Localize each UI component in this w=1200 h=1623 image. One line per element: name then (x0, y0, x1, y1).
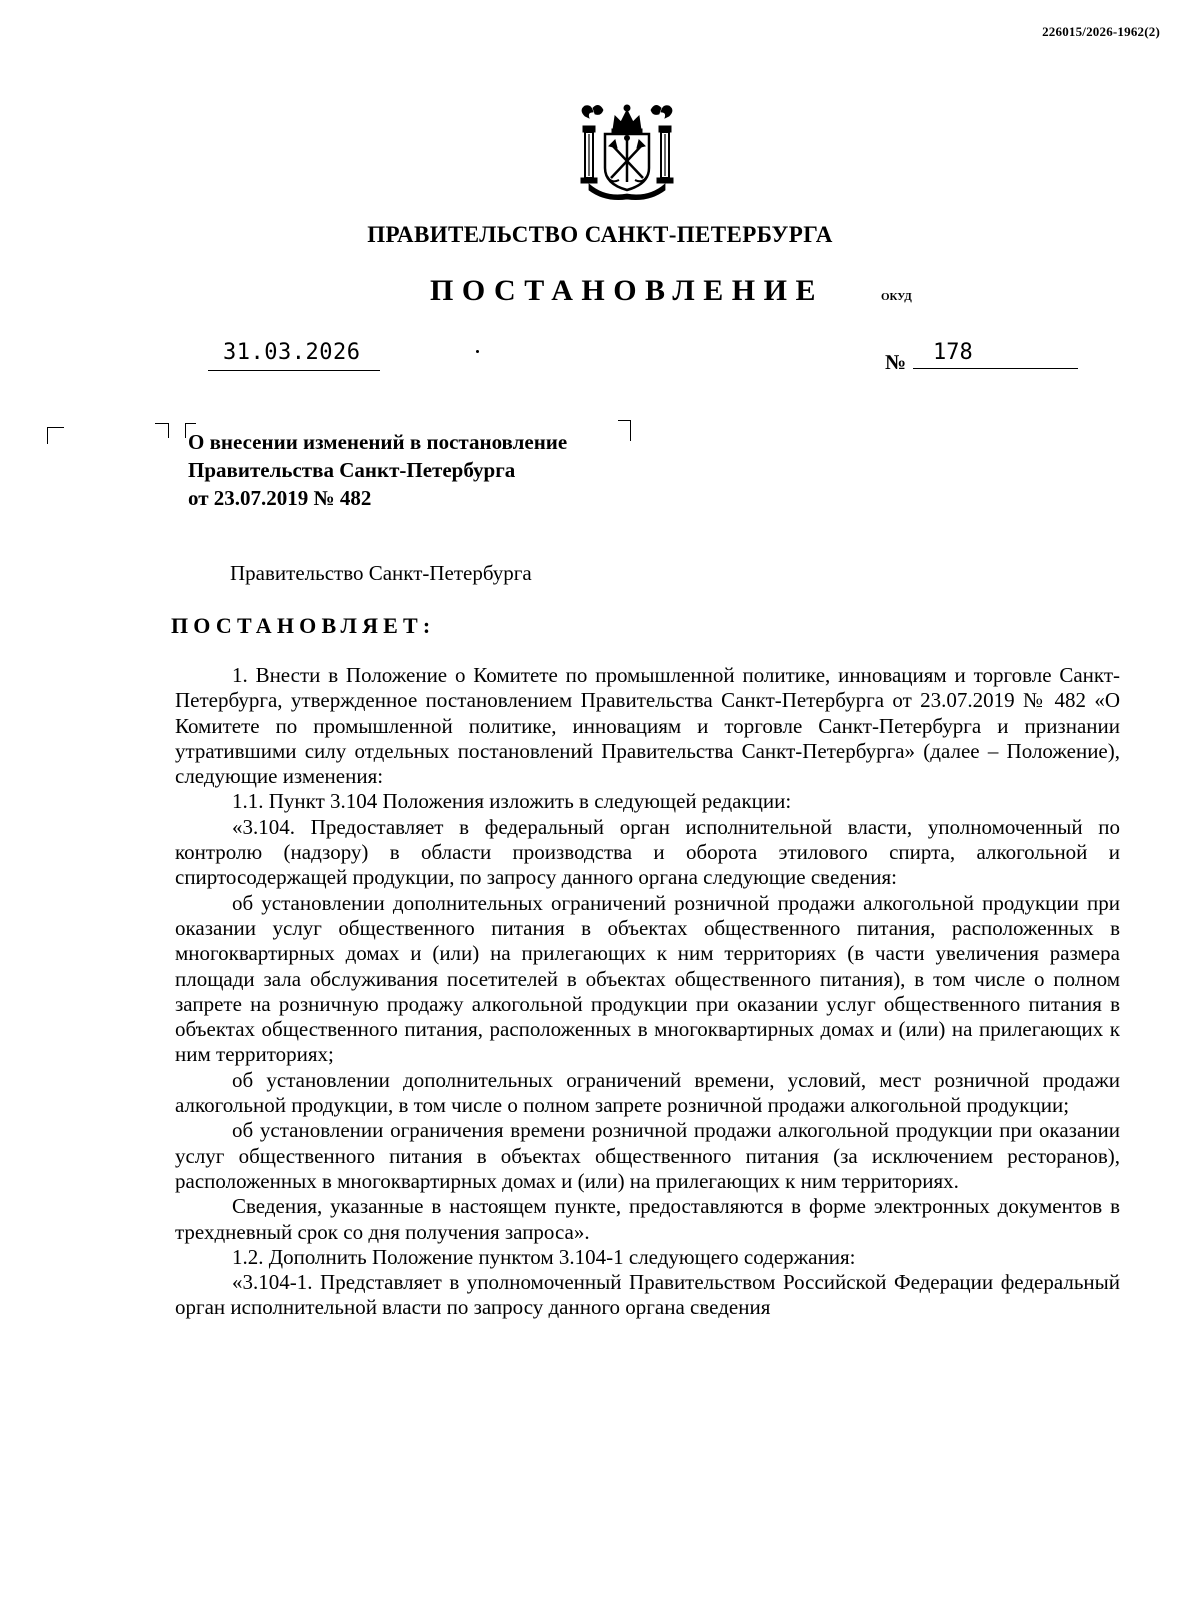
issuer: Правительство Санкт-Петербурга (230, 561, 532, 585)
body-paragraph: «3.104. Предоставляет в федеральный орган исполнительной власти, уполномоченный по контролю (надзору) в области производства и оборота этилового спирта, алкогольной и спиртосодержащей продукции, по запросу данного органа следующие сведения: (175, 814, 1120, 890)
decree-number: 178 (933, 340, 973, 365)
resolves-heading: ПОСТАНОВЛЯЕТ: (171, 613, 436, 638)
body-paragraph: 1.2. Дополнить Положение пунктом 3.104-1 следующего содержания: (232, 1244, 856, 1269)
body-paragraph: об установлении дополнительных ограничений розничной продажи алкогольной продукции при оказании услуг общественного питания в объектах общественного питания, расположенных в многоквартирных домах и (или) на прилегающих к ним территориях (в части увеличения размера площади зала обслуживания посетителей в объектах общественного питания), в том числе о полном запрете на розничную продажу алкогольной продукции при оказании услуг общественного питания в объектах общественного питания, расположенных в многоквартирных домах и (или) на прилегающих к ним территориях; (175, 890, 1120, 1067)
body-paragraph: 1. Внести в Положение о Комитете по промышленной политике, инновациям и торговле Санкт-Петербурга, утвержденное постановлением Правительства Санкт-Петербурга от 23.07.2019 № 482 «О Комитете по промышленной политике, инновациям и торговле Санкт-Петербурга и признании утратившими силу отдельных постановлений Правительства Санкт-Петербурга» (далее – Положение), следующие изменения: (175, 663, 1120, 789)
document-registration-number: 226015/2026-1962(2) (1042, 24, 1160, 39)
subject-line: Правительства Санкт-Петербурга (188, 458, 516, 482)
body-paragraph: 1.1. Пункт 3.104 Положения изложить в следующей редакции: (232, 789, 792, 814)
date-underline (208, 370, 380, 371)
decree-title: ПОСТАНОВЛЕНИЕ (430, 274, 824, 307)
subject-line: от 23.07.2019 № 482 (188, 486, 372, 510)
dot-mark (476, 350, 479, 353)
decree-body (175, 663, 1120, 1321)
body-paragraph: об установлении ограничения времени розничной продажи алкогольной продукции при оказании услуг общественного питания в объектах общественного питания (за исключением ресторанов), расположенных в многоквартирных домах и (или) на прилегающих к ним территориях. (175, 1118, 1120, 1193)
decree-subject (188, 428, 638, 512)
decree-date: 31.03.2026 (223, 340, 361, 365)
coat-of-arms-icon (575, 102, 679, 202)
okud-label: ОКУД (881, 291, 912, 303)
number-underline (913, 368, 1078, 369)
number-sign: № (885, 350, 907, 374)
corner-bracket (47, 427, 64, 444)
body-paragraph: об установлении дополнительных ограничений времени, условий, мест розничной продажи алкогольной продукции, в том числе о полном запрете розничной продажи алкогольной продукции; (175, 1067, 1120, 1118)
corner-bracket (155, 423, 169, 438)
government-title: ПРАВИТЕЛЬСТВО САНКТ-ПЕТЕРБУРГА (367, 222, 833, 247)
subject-line: О внесении изменений в постановление (188, 430, 568, 454)
body-paragraph: Сведения, указанные в настоящем пункте, предоставляются в форме электронных документов в трехдневный срок со дня получения запроса». (175, 1194, 1120, 1244)
body-paragraph: «3.104-1. Представляет в уполномоченный Правительством Российской Федерации федеральный орган исполнительной власти по запросу данного органа сведения (175, 1270, 1120, 1320)
